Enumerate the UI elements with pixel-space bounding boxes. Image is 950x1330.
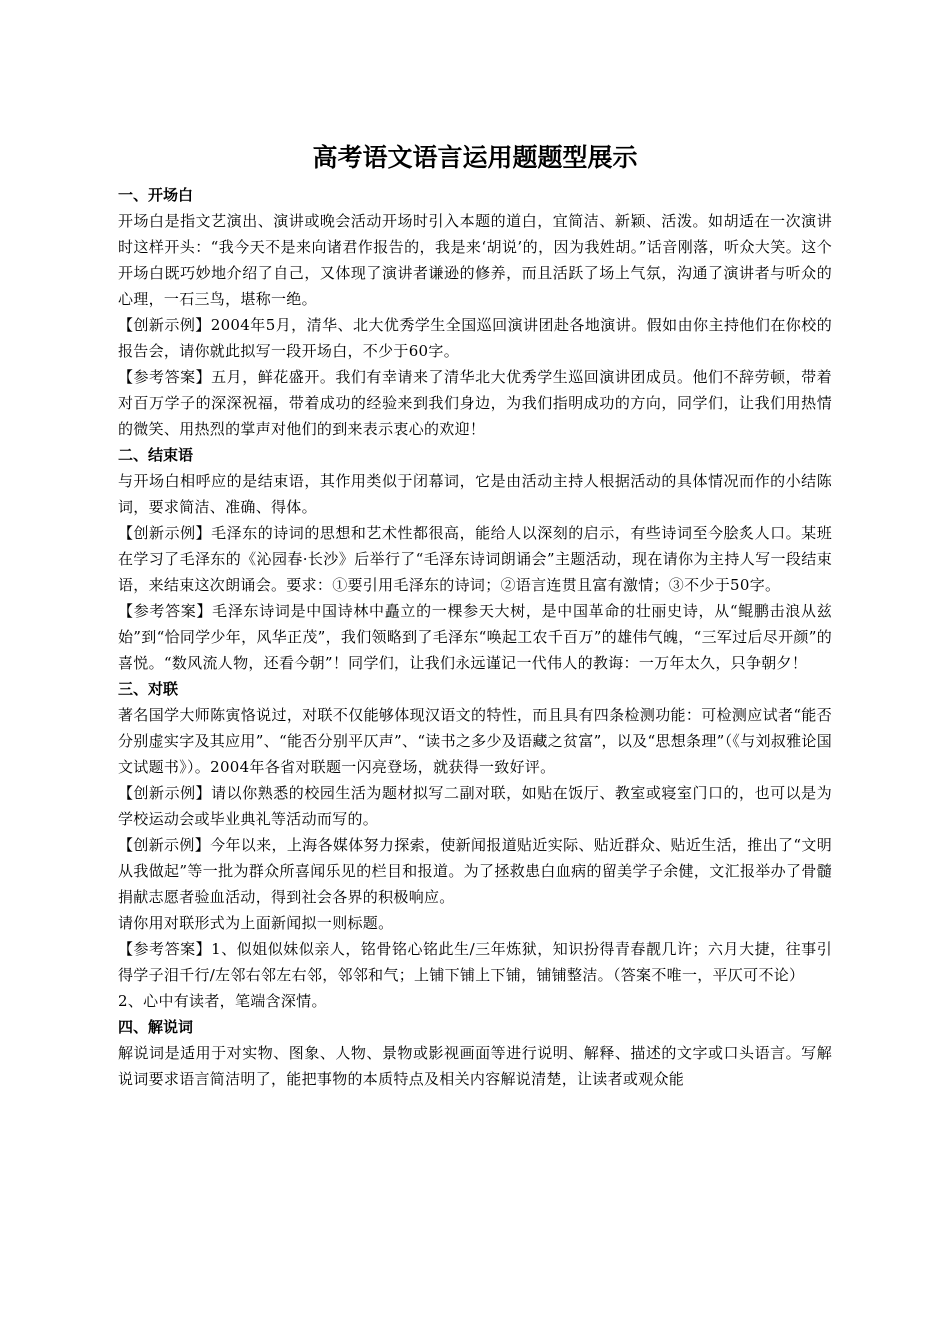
- section-heading-commentary: 四、解说词: [118, 1018, 194, 1036]
- document-title: 高考语文语言运用题题型展示: [312, 143, 638, 172]
- section-heading-opening: 一、开场白: [118, 186, 194, 204]
- paragraph-answer: 2、心中有读者，笔端含深情。: [118, 992, 327, 1010]
- paragraph-example: 【创新示例】请以你熟悉的校园生活为题材拟写二副对联，如贴在饭厅、教室或寝室门口的，也可以是为学校运动会或毕业典礼等活动而写的。: [118, 784, 832, 828]
- document-page: [118, 138, 832, 1092]
- paragraph: 请你用对联形式为上面新闻拟一则标题。: [118, 914, 394, 932]
- paragraph: 解说词是适用于对实物、图象、人物、景物或影视画面等进行说明、解释、描述的文字或口头语言。写解说词要求语言简洁明了，能把事物的本质特点及相关内容解说清楚，让读者或观众能: [118, 1044, 832, 1088]
- paragraph-example: 【创新示例】毛泽东的诗词的思想和艺术性都很高，能给人以深刻的启示，有些诗词至今脍炙人口。某班在学习了毛泽东的《沁园春·长沙》后举行了“毛泽东诗词朗诵会”主题活动，现在请你为主持人写一段结束语，来结束这次朗诵会。要求：①要引用毛泽东的诗词；②语言连贯且富有激情；③不少于50字。: [118, 524, 832, 594]
- paragraph: 开场白是指文艺演出、演讲或晚会活动开场时引入本题的道白，宜简洁、新颖、活泼。如胡适在一次演讲时这样开头：“我今天不是来向诸君作报告的，我是来‘胡说’的，因为我姓胡。”话音刚落，听众大笑。这个开场白既巧妙地介绍了自己，又体现了演讲者谦逊的修养，而且活跃了场上气氛，沟通了演讲者与听众的心理，一石三鸟，堪称一绝。: [118, 212, 832, 308]
- paragraph: 著名国学大师陈寅恪说过，对联不仅能够体现汉语文的特性，而且具有四条检测功能：可检测应试者“能否分别虚实字及其应用”、“能否分别平仄声”、“读书之多少及语藏之贫富”，以及“思想条理”（《与刘叔雅论国文试题书》）。2004年各省对联题一闪亮登场，就获得一致好评。: [118, 706, 832, 776]
- paragraph: 与开场白相呼应的是结束语，其作用类似于闭幕词，它是由活动主持人根据活动的具体情况而作的小结陈词，要求简洁、准确、得体。: [118, 472, 832, 516]
- paragraph-answer: 【参考答案】毛泽东诗词是中国诗林中矗立的一棵参天大树，是中国革命的壮丽史诗，从“鲲鹏击浪从兹始”到“恰同学少年，风华正茂”，我们领略到了毛泽东“唤起工农千百万”的雄伟气魄，“三军过后尽开颜”的喜悦。“数风流人物，还看今朝”！同学们，让我们永远谨记一代伟人的教诲：一万年太久，只争朝夕！: [118, 602, 832, 672]
- paragraph-example: 【创新示例】2004年5月，清华、北大优秀学生全国巡回演讲团赴各地演讲。假如由你主持他们在你校的报告会，请你就此拟写一段开场白，不少于60字。: [118, 316, 832, 360]
- paragraph-answer: 【参考答案】1、似姐似妹似亲人，铭骨铭心铭此生/三年炼狱，知识扮得青春靓几许；六月大捷，往事引得学子泪千行/左邻右邻左右邻，邻邻和气；上铺下铺上下铺，铺铺整洁。（答案不唯一，平仄可不论）: [118, 940, 832, 984]
- paragraph-answer: 【参考答案】五月，鲜花盛开。我们有幸请来了清华北大优秀学生巡回演讲团成员。他们不辞劳顿，带着对百万学子的深深祝福，带着成功的经验来到我们身边，为我们指明成功的方向，同学们，让我们用热情的微笑、用热烈的掌声对他们的到来表示衷心的欢迎！: [118, 368, 832, 438]
- section-heading-couplet: 三、对联: [118, 680, 179, 698]
- section-heading-closing: 二、结束语: [118, 446, 194, 464]
- paragraph-example: 【创新示例】今年以来，上海各媒体努力探索，使新闻报道贴近实际、贴近群众、贴近生活，推出了“文明从我做起”等一批为群众所喜闻乐见的栏目和报道。为了拯救患白血病的留美学子余健，文汇报举办了骨髓捐献志愿者验血活动，得到社会各界的积极响应。: [118, 836, 832, 906]
